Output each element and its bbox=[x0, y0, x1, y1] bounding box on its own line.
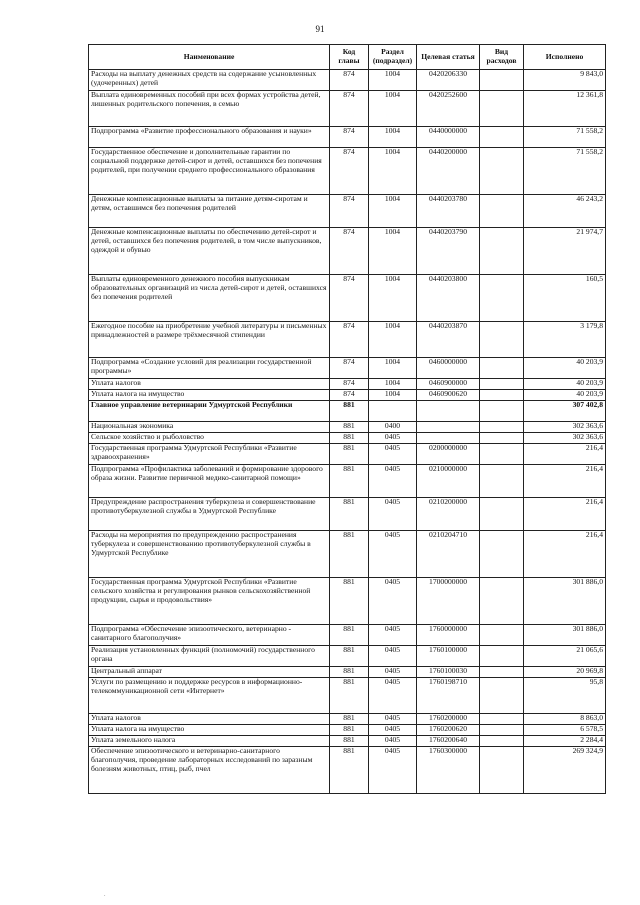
cell-sum: 160,5 bbox=[524, 275, 606, 322]
cell-name: Уплата налога на имущество bbox=[89, 390, 330, 401]
cell-name: Подпрограмма «Профилактика заболеваний и формирование здорового образа жизни. Развитие первичной медико-санитарной помощи» bbox=[89, 465, 330, 498]
cell-target: 0210000000 bbox=[417, 465, 480, 498]
table-row bbox=[89, 401, 606, 422]
budget-execution-table bbox=[88, 44, 606, 794]
cell-sum: 216,4 bbox=[524, 444, 606, 465]
cell-target: 1700000000 bbox=[417, 578, 480, 625]
table-row bbox=[89, 127, 606, 148]
cell-name: Денежные компенсационные выплаты по обеспечению детей-сирот и детей, оставшихся без попечения родителей, в том числе выпускников, одеждой и обувью bbox=[89, 228, 330, 275]
cell-target: 0420206330 bbox=[417, 70, 480, 91]
cell-target: 0200000000 bbox=[417, 444, 480, 465]
cell-name: Сельское хозяйство и рыболовство bbox=[89, 433, 330, 444]
table-row bbox=[89, 667, 606, 678]
cell-section: 0405 bbox=[369, 725, 417, 736]
cell-target: 1760100000 bbox=[417, 646, 480, 667]
cell-target: 1760200620 bbox=[417, 725, 480, 736]
cell-code: 881 bbox=[330, 747, 369, 794]
cell-target: 0460000000 bbox=[417, 358, 480, 379]
cell-type bbox=[480, 91, 524, 127]
cell-sum: 40 203,9 bbox=[524, 390, 606, 401]
cell-code: 874 bbox=[330, 275, 369, 322]
cell-sum: 216,4 bbox=[524, 531, 606, 578]
cell-section: 0405 bbox=[369, 646, 417, 667]
table-row bbox=[89, 228, 606, 275]
cell-section: 0405 bbox=[369, 578, 417, 625]
cell-code: 881 bbox=[330, 422, 369, 433]
cell-sum: 216,4 bbox=[524, 498, 606, 531]
cell-target: 1760200000 bbox=[417, 714, 480, 725]
cell-type bbox=[480, 70, 524, 91]
cell-code: 881 bbox=[330, 444, 369, 465]
cell-sum: 21 974,7 bbox=[524, 228, 606, 275]
cell-target: 1760200640 bbox=[417, 736, 480, 747]
table-row bbox=[89, 646, 606, 667]
cell-name: Уплата налога на имущество bbox=[89, 725, 330, 736]
cell-sum: 302 363,6 bbox=[524, 433, 606, 444]
cell-target bbox=[417, 422, 480, 433]
cell-sum: 2 284,4 bbox=[524, 736, 606, 747]
cell-section: 1004 bbox=[369, 275, 417, 322]
cell-code: 881 bbox=[330, 531, 369, 578]
cell-code: 881 bbox=[330, 578, 369, 625]
cell-code: 874 bbox=[330, 228, 369, 275]
cell-sum: 307 402,8 bbox=[524, 401, 606, 422]
cell-target: 1760000000 bbox=[417, 625, 480, 646]
cell-type bbox=[480, 465, 524, 498]
cell-sum: 40 203,9 bbox=[524, 379, 606, 390]
cell-section: 1004 bbox=[369, 195, 417, 228]
cell-name: Уплата земельного налога bbox=[89, 736, 330, 747]
cell-sum: 20 969,8 bbox=[524, 667, 606, 678]
cell-section: 1004 bbox=[369, 70, 417, 91]
cell-target: 0460900620 bbox=[417, 390, 480, 401]
cell-target: 0440200000 bbox=[417, 148, 480, 195]
table-row bbox=[89, 531, 606, 578]
table-header-row bbox=[89, 45, 606, 70]
cell-type bbox=[480, 667, 524, 678]
table-row bbox=[89, 725, 606, 736]
cell-target: 0440203800 bbox=[417, 275, 480, 322]
table-row bbox=[89, 578, 606, 625]
cell-type bbox=[480, 646, 524, 667]
table-row bbox=[89, 444, 606, 465]
cell-section: 0405 bbox=[369, 625, 417, 646]
cell-target: 0440203790 bbox=[417, 228, 480, 275]
table-row bbox=[89, 422, 606, 433]
cell-section: 1004 bbox=[369, 91, 417, 127]
cell-section: 0405 bbox=[369, 433, 417, 444]
cell-sum: 71 558,2 bbox=[524, 148, 606, 195]
cell-name: Денежные компенсационные выплаты за питание детям-сиротам и детям, оставшимся без попечения родителей bbox=[89, 195, 330, 228]
cell-sum: 269 324,9 bbox=[524, 747, 606, 794]
cell-target: 0210204710 bbox=[417, 531, 480, 578]
cell-type bbox=[480, 379, 524, 390]
cell-section: 1004 bbox=[369, 322, 417, 358]
table-row bbox=[89, 498, 606, 531]
cell-section: 0405 bbox=[369, 498, 417, 531]
cell-target: 0420252600 bbox=[417, 91, 480, 127]
page-number: 91 bbox=[315, 24, 325, 34]
header-type: Вид расходов bbox=[480, 45, 524, 70]
cell-name: Услуги по размещению и поддержке ресурсов в информационно-телекоммуникационной сети «Интернет» bbox=[89, 678, 330, 714]
table-row bbox=[89, 148, 606, 195]
cell-section: 0405 bbox=[369, 444, 417, 465]
cell-sum: 9 843,0 bbox=[524, 70, 606, 91]
cell-section: 0405 bbox=[369, 531, 417, 578]
header-name: Наименование bbox=[89, 45, 330, 70]
cell-name: Подпрограмма «Создание условий для реализации государственной программы» bbox=[89, 358, 330, 379]
cell-section: 0405 bbox=[369, 714, 417, 725]
table-row bbox=[89, 275, 606, 322]
cell-type bbox=[480, 531, 524, 578]
cell-section: 0405 bbox=[369, 736, 417, 747]
cell-name: Выплата единовременных пособий при всех формах устройства детей, лишенных родительского попечения, в семью bbox=[89, 91, 330, 127]
cell-type bbox=[480, 747, 524, 794]
cell-type bbox=[480, 127, 524, 148]
cell-code: 881 bbox=[330, 625, 369, 646]
cell-name: Подпрограмма «Развитие профессионального образования и науки» bbox=[89, 127, 330, 148]
cell-type bbox=[480, 725, 524, 736]
cell-section bbox=[369, 401, 417, 422]
cell-name: Национальная экономика bbox=[89, 422, 330, 433]
cell-target: 1760198710 bbox=[417, 678, 480, 714]
cell-sum: 6 578,5 bbox=[524, 725, 606, 736]
cell-type bbox=[480, 736, 524, 747]
cell-code: 874 bbox=[330, 322, 369, 358]
cell-name: Государственная программа Удмуртской Республики «Развитие здравоохранения» bbox=[89, 444, 330, 465]
cell-code: 874 bbox=[330, 148, 369, 195]
cell-code: 874 bbox=[330, 358, 369, 379]
cell-type bbox=[480, 678, 524, 714]
cell-sum: 46 243,2 bbox=[524, 195, 606, 228]
table-row bbox=[89, 70, 606, 91]
cell-code: 874 bbox=[330, 195, 369, 228]
cell-type bbox=[480, 433, 524, 444]
cell-target bbox=[417, 401, 480, 422]
cell-type bbox=[480, 714, 524, 725]
cell-name: Государственная программа Удмуртской Республики «Развитие сельского хозяйства и регулирования рынков сельскохозяйственной продукции, сырья и продовольствия» bbox=[89, 578, 330, 625]
cell-target: 0440203870 bbox=[417, 322, 480, 358]
cell-section: 1004 bbox=[369, 379, 417, 390]
cell-code: 881 bbox=[330, 725, 369, 736]
cell-name: Уплата налогов bbox=[89, 379, 330, 390]
table-row bbox=[89, 358, 606, 379]
cell-code: 881 bbox=[330, 498, 369, 531]
cell-sum: 71 558,2 bbox=[524, 127, 606, 148]
table-row bbox=[89, 714, 606, 725]
cell-target: 1760100030 bbox=[417, 667, 480, 678]
cell-name: Государственное обеспечение и дополнительные гарантии по социальной поддержке детей-сирот и детей, оставшихся без попечения родителей, при получении среднего профессионального образования bbox=[89, 148, 330, 195]
cell-name: Центральный аппарат bbox=[89, 667, 330, 678]
cell-target: 0210200000 bbox=[417, 498, 480, 531]
table-row bbox=[89, 736, 606, 747]
scan-mark: . bbox=[104, 892, 106, 898]
cell-name: Главное управление ветеринарии Удмуртской Республики bbox=[89, 401, 330, 422]
table-row bbox=[89, 390, 606, 401]
cell-name: Уплата налогов bbox=[89, 714, 330, 725]
cell-type bbox=[480, 401, 524, 422]
cell-name: Выплаты единовременного денежного пособия выпускникам образовательных организаций из числа детей-сирот и детей, оставшихся без попечения родителей bbox=[89, 275, 330, 322]
cell-section: 0405 bbox=[369, 465, 417, 498]
cell-name: Подпрограмма «Обеспечение эпизоотического, ветеринарно - санитарного благополучия» bbox=[89, 625, 330, 646]
cell-name: Расходы на мероприятия по предупреждению распространения туберкулеза и совершенствованию противотуберкулезной службы в Удмуртской Республике bbox=[89, 531, 330, 578]
cell-type bbox=[480, 148, 524, 195]
cell-type bbox=[480, 498, 524, 531]
cell-section: 1004 bbox=[369, 358, 417, 379]
cell-section: 1004 bbox=[369, 390, 417, 401]
cell-code: 881 bbox=[330, 465, 369, 498]
cell-code: 874 bbox=[330, 379, 369, 390]
cell-code: 881 bbox=[330, 433, 369, 444]
cell-type bbox=[480, 625, 524, 646]
table-row bbox=[89, 678, 606, 714]
cell-code: 874 bbox=[330, 91, 369, 127]
cell-target: 0440203780 bbox=[417, 195, 480, 228]
table-row bbox=[89, 465, 606, 498]
cell-sum: 21 065,6 bbox=[524, 646, 606, 667]
cell-sum: 216,4 bbox=[524, 465, 606, 498]
cell-type bbox=[480, 390, 524, 401]
cell-type bbox=[480, 358, 524, 379]
cell-sum: 3 179,8 bbox=[524, 322, 606, 358]
cell-sum: 302 363,6 bbox=[524, 422, 606, 433]
table-row bbox=[89, 379, 606, 390]
cell-code: 874 bbox=[330, 127, 369, 148]
cell-section: 0405 bbox=[369, 747, 417, 794]
table-row bbox=[89, 195, 606, 228]
cell-sum: 95,8 bbox=[524, 678, 606, 714]
table-row bbox=[89, 91, 606, 127]
cell-code: 881 bbox=[330, 714, 369, 725]
header-code: Код главы bbox=[330, 45, 369, 70]
cell-code: 881 bbox=[330, 401, 369, 422]
cell-section: 0405 bbox=[369, 667, 417, 678]
cell-type bbox=[480, 422, 524, 433]
cell-name: Ежегодное пособие на приобретение учебной литературы и письменных принадлежностей в размере трёхмесячной стипендии bbox=[89, 322, 330, 358]
header-sum: Исполнено bbox=[524, 45, 606, 70]
cell-name: Предупреждение распространения туберкулеза и совершенствование противотуберкулезной службы в Удмуртской Республике bbox=[89, 498, 330, 531]
cell-type bbox=[480, 578, 524, 625]
cell-name: Расходы на выплату денежных средств на содержание усыновленных (удочеренных) детей bbox=[89, 70, 330, 91]
cell-code: 881 bbox=[330, 646, 369, 667]
cell-sum: 301 886,0 bbox=[524, 625, 606, 646]
cell-type bbox=[480, 444, 524, 465]
cell-sum: 301 886,0 bbox=[524, 578, 606, 625]
header-section: Раздел (подраздел) bbox=[369, 45, 417, 70]
cell-sum: 40 203,9 bbox=[524, 358, 606, 379]
cell-code: 874 bbox=[330, 390, 369, 401]
cell-code: 881 bbox=[330, 736, 369, 747]
cell-code: 881 bbox=[330, 667, 369, 678]
cell-sum: 8 863,0 bbox=[524, 714, 606, 725]
cell-name: Реализация установленных функций (полномочий) государственного органа bbox=[89, 646, 330, 667]
cell-section: 1004 bbox=[369, 148, 417, 195]
table-row bbox=[89, 433, 606, 444]
cell-section: 0405 bbox=[369, 678, 417, 714]
cell-type bbox=[480, 228, 524, 275]
cell-name: Обеспечение эпизоотического и ветеринарно-санитарного благополучия, проведение лабораторных исследований по заразным болезням животных, птиц, рыб, пчел bbox=[89, 747, 330, 794]
table-row bbox=[89, 322, 606, 358]
cell-target bbox=[417, 433, 480, 444]
cell-type bbox=[480, 322, 524, 358]
cell-code: 881 bbox=[330, 678, 369, 714]
table-row bbox=[89, 625, 606, 646]
header-target: Целевая статья bbox=[417, 45, 480, 70]
cell-type bbox=[480, 275, 524, 322]
cell-code: 874 bbox=[330, 70, 369, 91]
cell-type bbox=[480, 195, 524, 228]
cell-target: 0460900000 bbox=[417, 379, 480, 390]
table-body bbox=[89, 70, 606, 794]
cell-section: 1004 bbox=[369, 228, 417, 275]
cell-section: 0400 bbox=[369, 422, 417, 433]
cell-section: 1004 bbox=[369, 127, 417, 148]
table-row bbox=[89, 747, 606, 794]
cell-sum: 12 361,8 bbox=[524, 91, 606, 127]
cell-target: 1760300000 bbox=[417, 747, 480, 794]
cell-target: 0440000000 bbox=[417, 127, 480, 148]
